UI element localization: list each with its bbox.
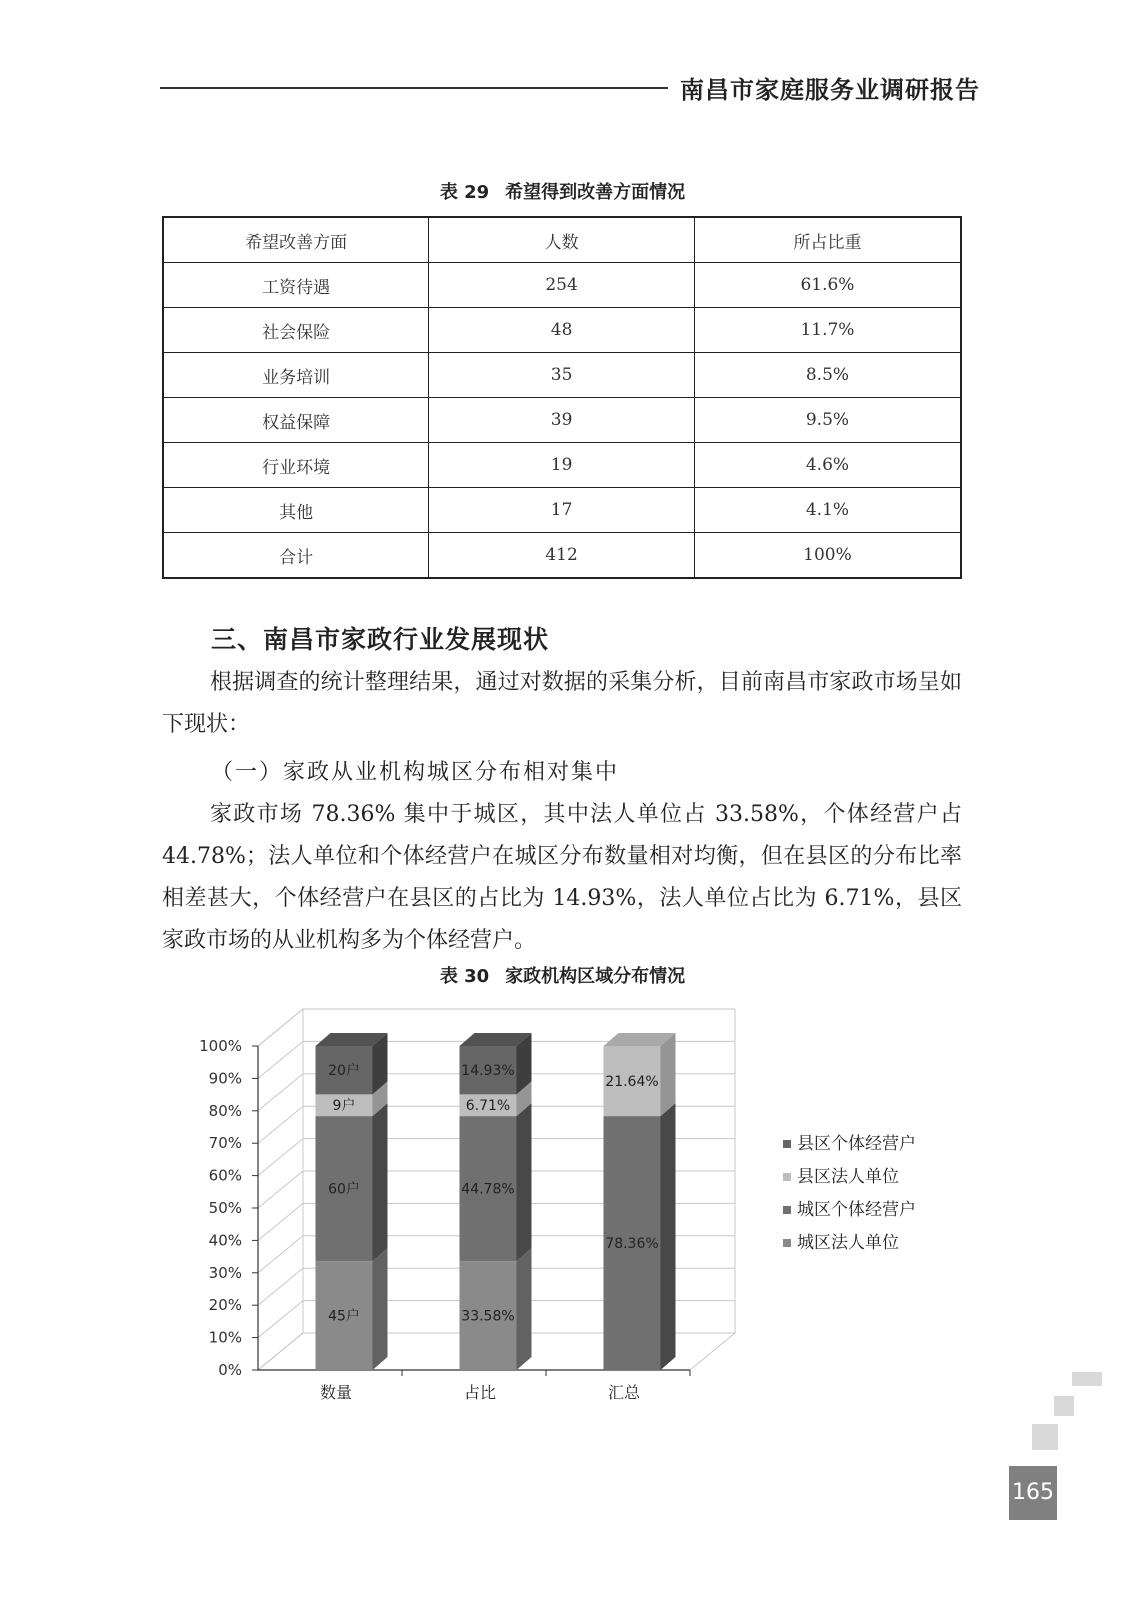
table-cell: 8.5% [694,353,961,398]
table30-caption-text: 家政机构区域分布情况 [505,966,686,987]
bar-segment-side [373,1103,388,1261]
data-label: 14.93% [461,1063,515,1080]
data-label: 21.64% [605,1074,659,1091]
running-title: 南昌市家庭服务业调研报告 [680,76,980,104]
y-tick-label: 0% [218,1361,242,1379]
y-tick-label: 80% [208,1101,242,1120]
body-paragraph: 家政市场 78.36% 集中于城区，其中法人单位占 33.58%，个体经营户占 44.78%；法人单位和个体经营户在城区分布数量相对均衡，但在县区的分布比率相差甚大，个体经营户在县区的占比为 14.93%，法人单位占比为 6.71%，县区家政市场的从业机构多为个体经营户。 [162,802,962,953]
table-cell: 19 [429,443,695,488]
intro-paragraph: 根据调查的统计整理结果，通过对数据的采集分析，目前南昌市家政市场呈如下现状： [162,670,962,737]
bar-segment-side [661,1033,676,1116]
legend-label: 城区法人单位 [797,1233,899,1253]
section-title: 三、南昌市家政行业发展现状 [211,625,550,654]
col-header: 希望改善方面 [163,217,429,263]
category-label: 数量 [319,1383,353,1402]
y-tick-label: 90% [208,1069,242,1088]
y-tick-label: 10% [208,1328,242,1347]
table-cell: 254 [429,263,695,308]
table-cell: 100% [694,533,961,579]
table-cell: 39 [429,398,695,443]
data-label: 9户 [332,1098,356,1115]
category-label: 占比 [463,1383,497,1402]
y-tick-label: 50% [208,1199,242,1217]
table-cell: 工资待遇 [163,263,429,308]
table-cell: 其他 [163,488,429,533]
table-cell: 业务培训 [163,353,429,398]
table29-caption-number: 表 29 [439,182,490,203]
data-label: 45户 [328,1308,360,1325]
table-cell: 61.6% [694,263,961,308]
legend-label: 县区法人单位 [797,1167,899,1187]
legend-swatch [783,1239,791,1247]
table-cell: 社会保险 [163,308,429,353]
data-label: 20户 [328,1063,360,1080]
table-cell: 11.7% [694,308,961,353]
bar-segment-side [661,1103,676,1370]
corner-decoration [1054,1396,1074,1416]
data-label: 6.71% [465,1098,511,1115]
table-cell: 合计 [163,533,429,579]
category-label: 汇总 [607,1383,641,1402]
data-label: 78.36% [605,1236,659,1253]
table-cell: 17 [429,488,695,533]
y-tick-label: 40% [208,1231,242,1250]
y-tick-label: 30% [208,1263,242,1282]
legend-label: 县区个体经营户 [797,1134,916,1154]
legend-swatch [783,1206,791,1214]
corner-decoration [1032,1424,1058,1450]
data-label: 44.78% [461,1181,515,1198]
subsection-heading: （一）家政从业机构城区分布相对集中 [211,760,620,785]
col-header: 所占比重 [694,217,961,263]
table-cell: 412 [429,533,695,579]
y-tick-label: 20% [208,1296,242,1315]
corner-decoration [1072,1372,1102,1386]
y-tick-label: 100% [199,1037,242,1055]
bar-segment-side [373,1248,388,1370]
table30-caption-number: 表 30 [439,966,490,987]
data-label: 33.58% [461,1308,515,1325]
page-number: 165 [1009,1466,1057,1520]
table-cell: 权益保障 [163,398,429,443]
table29-caption-text: 希望得到改善方面情况 [505,182,686,203]
table-cell: 9.5% [694,398,961,443]
legend-label: 城区个体经营户 [797,1200,916,1220]
table-cell: 4.1% [694,488,961,533]
y-tick-label: 70% [208,1134,242,1153]
table-cell: 行业环境 [163,443,429,488]
legend-swatch [783,1173,791,1181]
col-header: 人数 [429,217,695,263]
table-cell: 4.6% [694,443,961,488]
table-cell: 48 [429,308,695,353]
bar-segment-side [517,1103,532,1261]
legend-swatch [783,1140,791,1148]
data-label: 60户 [328,1181,360,1198]
bar-segment-side [517,1248,532,1370]
y-tick-label: 60% [208,1166,242,1185]
table-cell: 35 [429,353,695,398]
